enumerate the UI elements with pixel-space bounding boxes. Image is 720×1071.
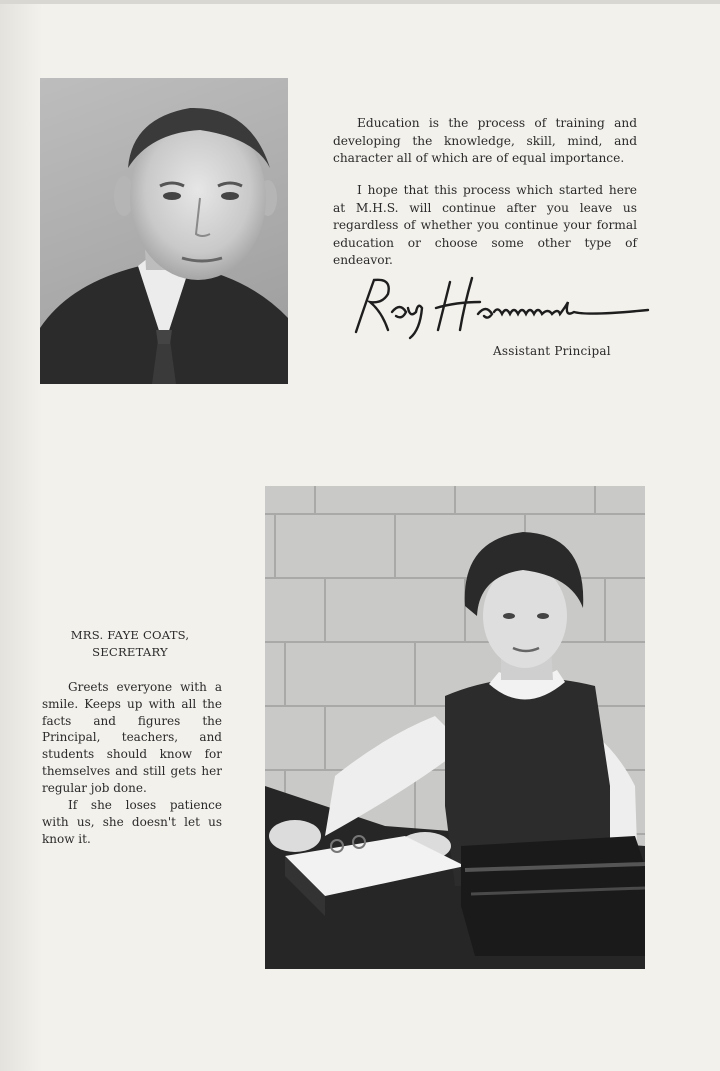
- secretary-name-block: [40, 627, 220, 661]
- man-portrait-icon: [40, 78, 288, 384]
- assistant-principal-photo: [40, 78, 288, 384]
- secretary-name: MRS. FAYE COATS,: [70, 628, 190, 642]
- secretary-description-paragraph-1: Greets everyone with a smile. Keeps up with all the facts and figures the Principal, teachers, and students should know for themselves and still gets her regular job done.: [42, 680, 222, 795]
- secretary-description-paragraph-2: If she loses patience with us, she doesn't let us know it.: [42, 798, 222, 846]
- principal-signature: [352, 272, 652, 342]
- page-binding-edge: [0, 0, 42, 1071]
- page-top-edge: [0, 0, 720, 4]
- secretary-title: SECRETARY: [92, 645, 168, 659]
- principal-message-paragraph-2: I hope that this process which started here at M.H.S. will continue after you leave us regardless of whether you continue your formal education or choose some other type of endeavor.: [333, 183, 637, 267]
- principal-title: Assistant Principal: [493, 344, 611, 358]
- woman-at-desk-icon: [265, 486, 645, 969]
- secretary-photo: [265, 486, 645, 969]
- principal-message-paragraph-1: Education is the process of training and developing the knowledge, skill, mind, and character all of which are of equal importance.: [333, 116, 637, 165]
